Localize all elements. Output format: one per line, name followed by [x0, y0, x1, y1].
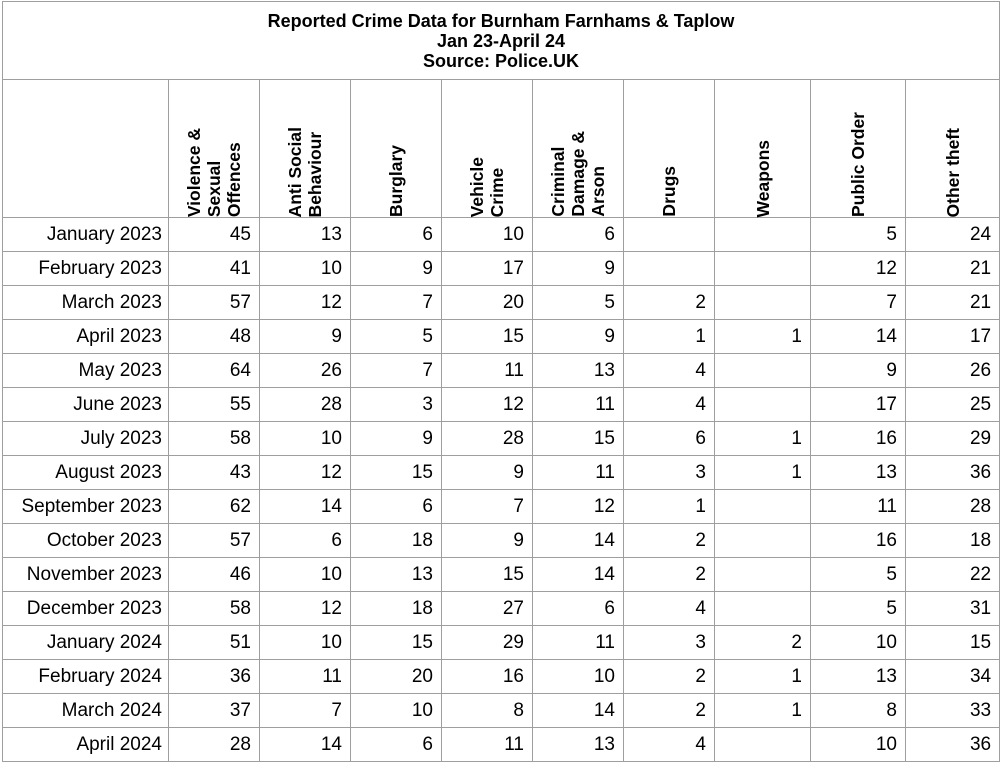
table-cell: 7	[351, 286, 442, 320]
table-cell	[715, 388, 811, 422]
table-cell: 2	[624, 660, 715, 694]
table-cell: 17	[811, 388, 906, 422]
table-cell	[715, 218, 811, 252]
table-row	[3, 660, 1000, 694]
table-cell: 2	[624, 558, 715, 592]
table-row	[3, 694, 1000, 728]
table-cell: 1	[624, 320, 715, 354]
table-row	[3, 524, 1000, 558]
table-cell: 11	[442, 354, 533, 388]
table-row	[3, 728, 1000, 762]
table-cell: 16	[811, 422, 906, 456]
column-header	[906, 80, 1000, 218]
table-cell: 13	[351, 558, 442, 592]
column-header	[533, 80, 624, 218]
column-header	[811, 80, 906, 218]
table-cell: 6	[533, 218, 624, 252]
table-cell: 14	[533, 694, 624, 728]
column-header-row	[3, 80, 1000, 218]
table-cell: 34	[906, 660, 1000, 694]
table-cell	[715, 252, 811, 286]
table-cell: 13	[533, 728, 624, 762]
table-cell: 10	[351, 694, 442, 728]
table-cell: 48	[169, 320, 260, 354]
table-cell: 11	[260, 660, 351, 694]
table-cell: 13	[533, 354, 624, 388]
table-cell: 5	[811, 592, 906, 626]
table-cell: 45	[169, 218, 260, 252]
table-cell	[715, 524, 811, 558]
corner-cell	[3, 80, 169, 218]
row-month-label: November 2023	[3, 558, 169, 592]
table-cell: 10	[811, 728, 906, 762]
row-month-label: August 2023	[3, 456, 169, 490]
column-header	[715, 80, 811, 218]
table-cell: 64	[169, 354, 260, 388]
row-month-label: January 2023	[3, 218, 169, 252]
table-cell	[715, 354, 811, 388]
table-cell: 1	[715, 320, 811, 354]
title-line-2: Jan 23-April 24	[437, 30, 566, 51]
table-cell: 10	[260, 252, 351, 286]
table-cell: 4	[624, 592, 715, 626]
table-cell: 1	[715, 694, 811, 728]
table-cell: 13	[260, 218, 351, 252]
row-month-label: July 2023	[3, 422, 169, 456]
table-cell: 62	[169, 490, 260, 524]
table-cell: 14	[533, 558, 624, 592]
table-cell: 18	[351, 592, 442, 626]
table-cell: 28	[260, 388, 351, 422]
table-cell: 4	[624, 728, 715, 762]
table-cell: 3	[624, 456, 715, 490]
table-cell: 11	[533, 626, 624, 660]
table-cell: 2	[715, 626, 811, 660]
table-cell: 57	[169, 524, 260, 558]
table-row	[3, 422, 1000, 456]
table-cell: 46	[169, 558, 260, 592]
table-cell: 58	[169, 422, 260, 456]
table-cell: 9	[533, 252, 624, 286]
column-header-label: Violence & Sexual Offences	[184, 127, 244, 217]
column-header	[442, 80, 533, 218]
table-cell: 12	[811, 252, 906, 286]
table-cell: 3	[624, 626, 715, 660]
table-cell: 14	[260, 728, 351, 762]
row-month-label: January 2024	[3, 626, 169, 660]
table-cell: 24	[906, 218, 1000, 252]
table-cell: 11	[811, 490, 906, 524]
table-cell: 1	[715, 456, 811, 490]
table-cell: 20	[442, 286, 533, 320]
table-row	[3, 592, 1000, 626]
table-cell: 12	[260, 456, 351, 490]
title-line-3: Source: Police.UK	[423, 50, 580, 71]
table-cell: 36	[906, 728, 1000, 762]
table-cell: 8	[811, 694, 906, 728]
table-cell: 57	[169, 286, 260, 320]
table-cell: 9	[811, 354, 906, 388]
table-cell: 20	[351, 660, 442, 694]
table-cell: 25	[906, 388, 1000, 422]
column-header-label: Other theft	[942, 127, 963, 217]
row-month-label: April 2023	[3, 320, 169, 354]
table-cell: 9	[260, 320, 351, 354]
table-cell: 9	[351, 252, 442, 286]
table-cell: 6	[351, 218, 442, 252]
table-cell: 1	[624, 490, 715, 524]
table-cell	[715, 592, 811, 626]
table-cell: 10	[260, 626, 351, 660]
table-cell: 8	[442, 694, 533, 728]
table-cell: 14	[260, 490, 351, 524]
table-cell	[715, 286, 811, 320]
row-month-label: March 2023	[3, 286, 169, 320]
table-cell: 51	[169, 626, 260, 660]
table-row	[3, 320, 1000, 354]
table-cell: 6	[533, 592, 624, 626]
table-cell: 41	[169, 252, 260, 286]
table-cell	[715, 728, 811, 762]
column-header-label: Criminal Damage & Arson	[548, 131, 608, 217]
table-cell: 7	[260, 694, 351, 728]
table-cell	[715, 490, 811, 524]
table-cell: 18	[906, 524, 1000, 558]
row-month-label: April 2024	[3, 728, 169, 762]
column-header-label: Burglary	[386, 145, 406, 217]
table-cell: 10	[260, 558, 351, 592]
column-header-label: Vehicle Crime	[467, 156, 507, 217]
table-cell: 2	[624, 524, 715, 558]
table-cell: 58	[169, 592, 260, 626]
table-cell: 11	[533, 388, 624, 422]
table-cell: 9	[442, 456, 533, 490]
table-cell: 7	[811, 286, 906, 320]
table-cell: 12	[533, 490, 624, 524]
column-header-label: Drugs	[659, 166, 679, 217]
row-month-label: October 2023	[3, 524, 169, 558]
table-cell: 15	[351, 456, 442, 490]
table-cell: 6	[260, 524, 351, 558]
table-cell: 3	[351, 388, 442, 422]
table-row	[3, 490, 1000, 524]
column-header-label: Weapons	[752, 139, 773, 217]
table-cell: 37	[169, 694, 260, 728]
title-line-1: Reported Crime Data for Burnham Farnhams & Taplow	[267, 10, 735, 31]
table-cell: 4	[624, 354, 715, 388]
column-header	[169, 80, 260, 218]
table-cell: 43	[169, 456, 260, 490]
table-cell: 5	[351, 320, 442, 354]
column-header-label: Public Order	[848, 111, 868, 217]
table-cell: 26	[906, 354, 1000, 388]
row-month-label: June 2023	[3, 388, 169, 422]
table-cell: 6	[351, 728, 442, 762]
table-cell	[715, 558, 811, 592]
column-header	[351, 80, 442, 218]
table-cell: 13	[811, 660, 906, 694]
table-cell: 10	[533, 660, 624, 694]
table-cell: 28	[906, 490, 1000, 524]
table-cell: 15	[351, 626, 442, 660]
table-cell: 17	[442, 252, 533, 286]
table-cell: 12	[260, 592, 351, 626]
table-cell: 29	[906, 422, 1000, 456]
table-cell: 11	[442, 728, 533, 762]
table-cell: 6	[624, 422, 715, 456]
table-cell: 2	[624, 694, 715, 728]
table-cell: 31	[906, 592, 1000, 626]
table-cell: 7	[442, 490, 533, 524]
row-month-label: March 2024	[3, 694, 169, 728]
table-cell: 1	[715, 422, 811, 456]
table-cell: 36	[169, 660, 260, 694]
table-cell: 7	[351, 354, 442, 388]
column-header	[260, 80, 351, 218]
table-cell: 22	[906, 558, 1000, 592]
table-cell: 27	[442, 592, 533, 626]
table-row	[3, 456, 1000, 490]
table-cell: 1	[715, 660, 811, 694]
table-cell: 15	[442, 320, 533, 354]
table-row	[3, 252, 1000, 286]
column-header	[624, 80, 715, 218]
table-cell: 9	[351, 422, 442, 456]
row-month-label: May 2023	[3, 354, 169, 388]
table-cell: 17	[906, 320, 1000, 354]
table-row	[3, 354, 1000, 388]
table-cell: 15	[442, 558, 533, 592]
table-cell: 33	[906, 694, 1000, 728]
table-cell: 36	[906, 456, 1000, 490]
table-cell: 14	[533, 524, 624, 558]
table-cell	[624, 218, 715, 252]
table-row	[3, 626, 1000, 660]
crime-data-table	[2, 1, 1000, 762]
row-month-label: February 2023	[3, 252, 169, 286]
table-row	[3, 286, 1000, 320]
table-cell: 15	[906, 626, 1000, 660]
table-cell: 12	[442, 388, 533, 422]
table-cell: 16	[442, 660, 533, 694]
column-header-label: Anti Social Behaviour	[285, 126, 325, 217]
row-month-label: September 2023	[3, 490, 169, 524]
table-cell: 21	[906, 252, 1000, 286]
table-cell: 26	[260, 354, 351, 388]
table-cell: 10	[811, 626, 906, 660]
table-cell: 10	[442, 218, 533, 252]
row-month-label: February 2024	[3, 660, 169, 694]
table-cell: 5	[811, 558, 906, 592]
table-cell: 29	[442, 626, 533, 660]
table-cell: 9	[533, 320, 624, 354]
table-cell: 55	[169, 388, 260, 422]
table-cell: 15	[533, 422, 624, 456]
table-cell: 11	[533, 456, 624, 490]
table-cell: 16	[811, 524, 906, 558]
table-cell: 4	[624, 388, 715, 422]
table-cell: 2	[624, 286, 715, 320]
table-cell: 14	[811, 320, 906, 354]
table-title	[3, 2, 1000, 80]
table-cell: 18	[351, 524, 442, 558]
table-cell: 21	[906, 286, 1000, 320]
table-cell: 10	[260, 422, 351, 456]
table-cell: 9	[442, 524, 533, 558]
table-cell: 5	[811, 218, 906, 252]
table-cell: 12	[260, 286, 351, 320]
row-month-label: December 2023	[3, 592, 169, 626]
table-row	[3, 558, 1000, 592]
table-row	[3, 388, 1000, 422]
table-cell	[624, 252, 715, 286]
table-cell: 13	[811, 456, 906, 490]
table-cell: 28	[169, 728, 260, 762]
table-row	[3, 218, 1000, 252]
table-cell: 28	[442, 422, 533, 456]
table-cell: 6	[351, 490, 442, 524]
table-cell: 5	[533, 286, 624, 320]
